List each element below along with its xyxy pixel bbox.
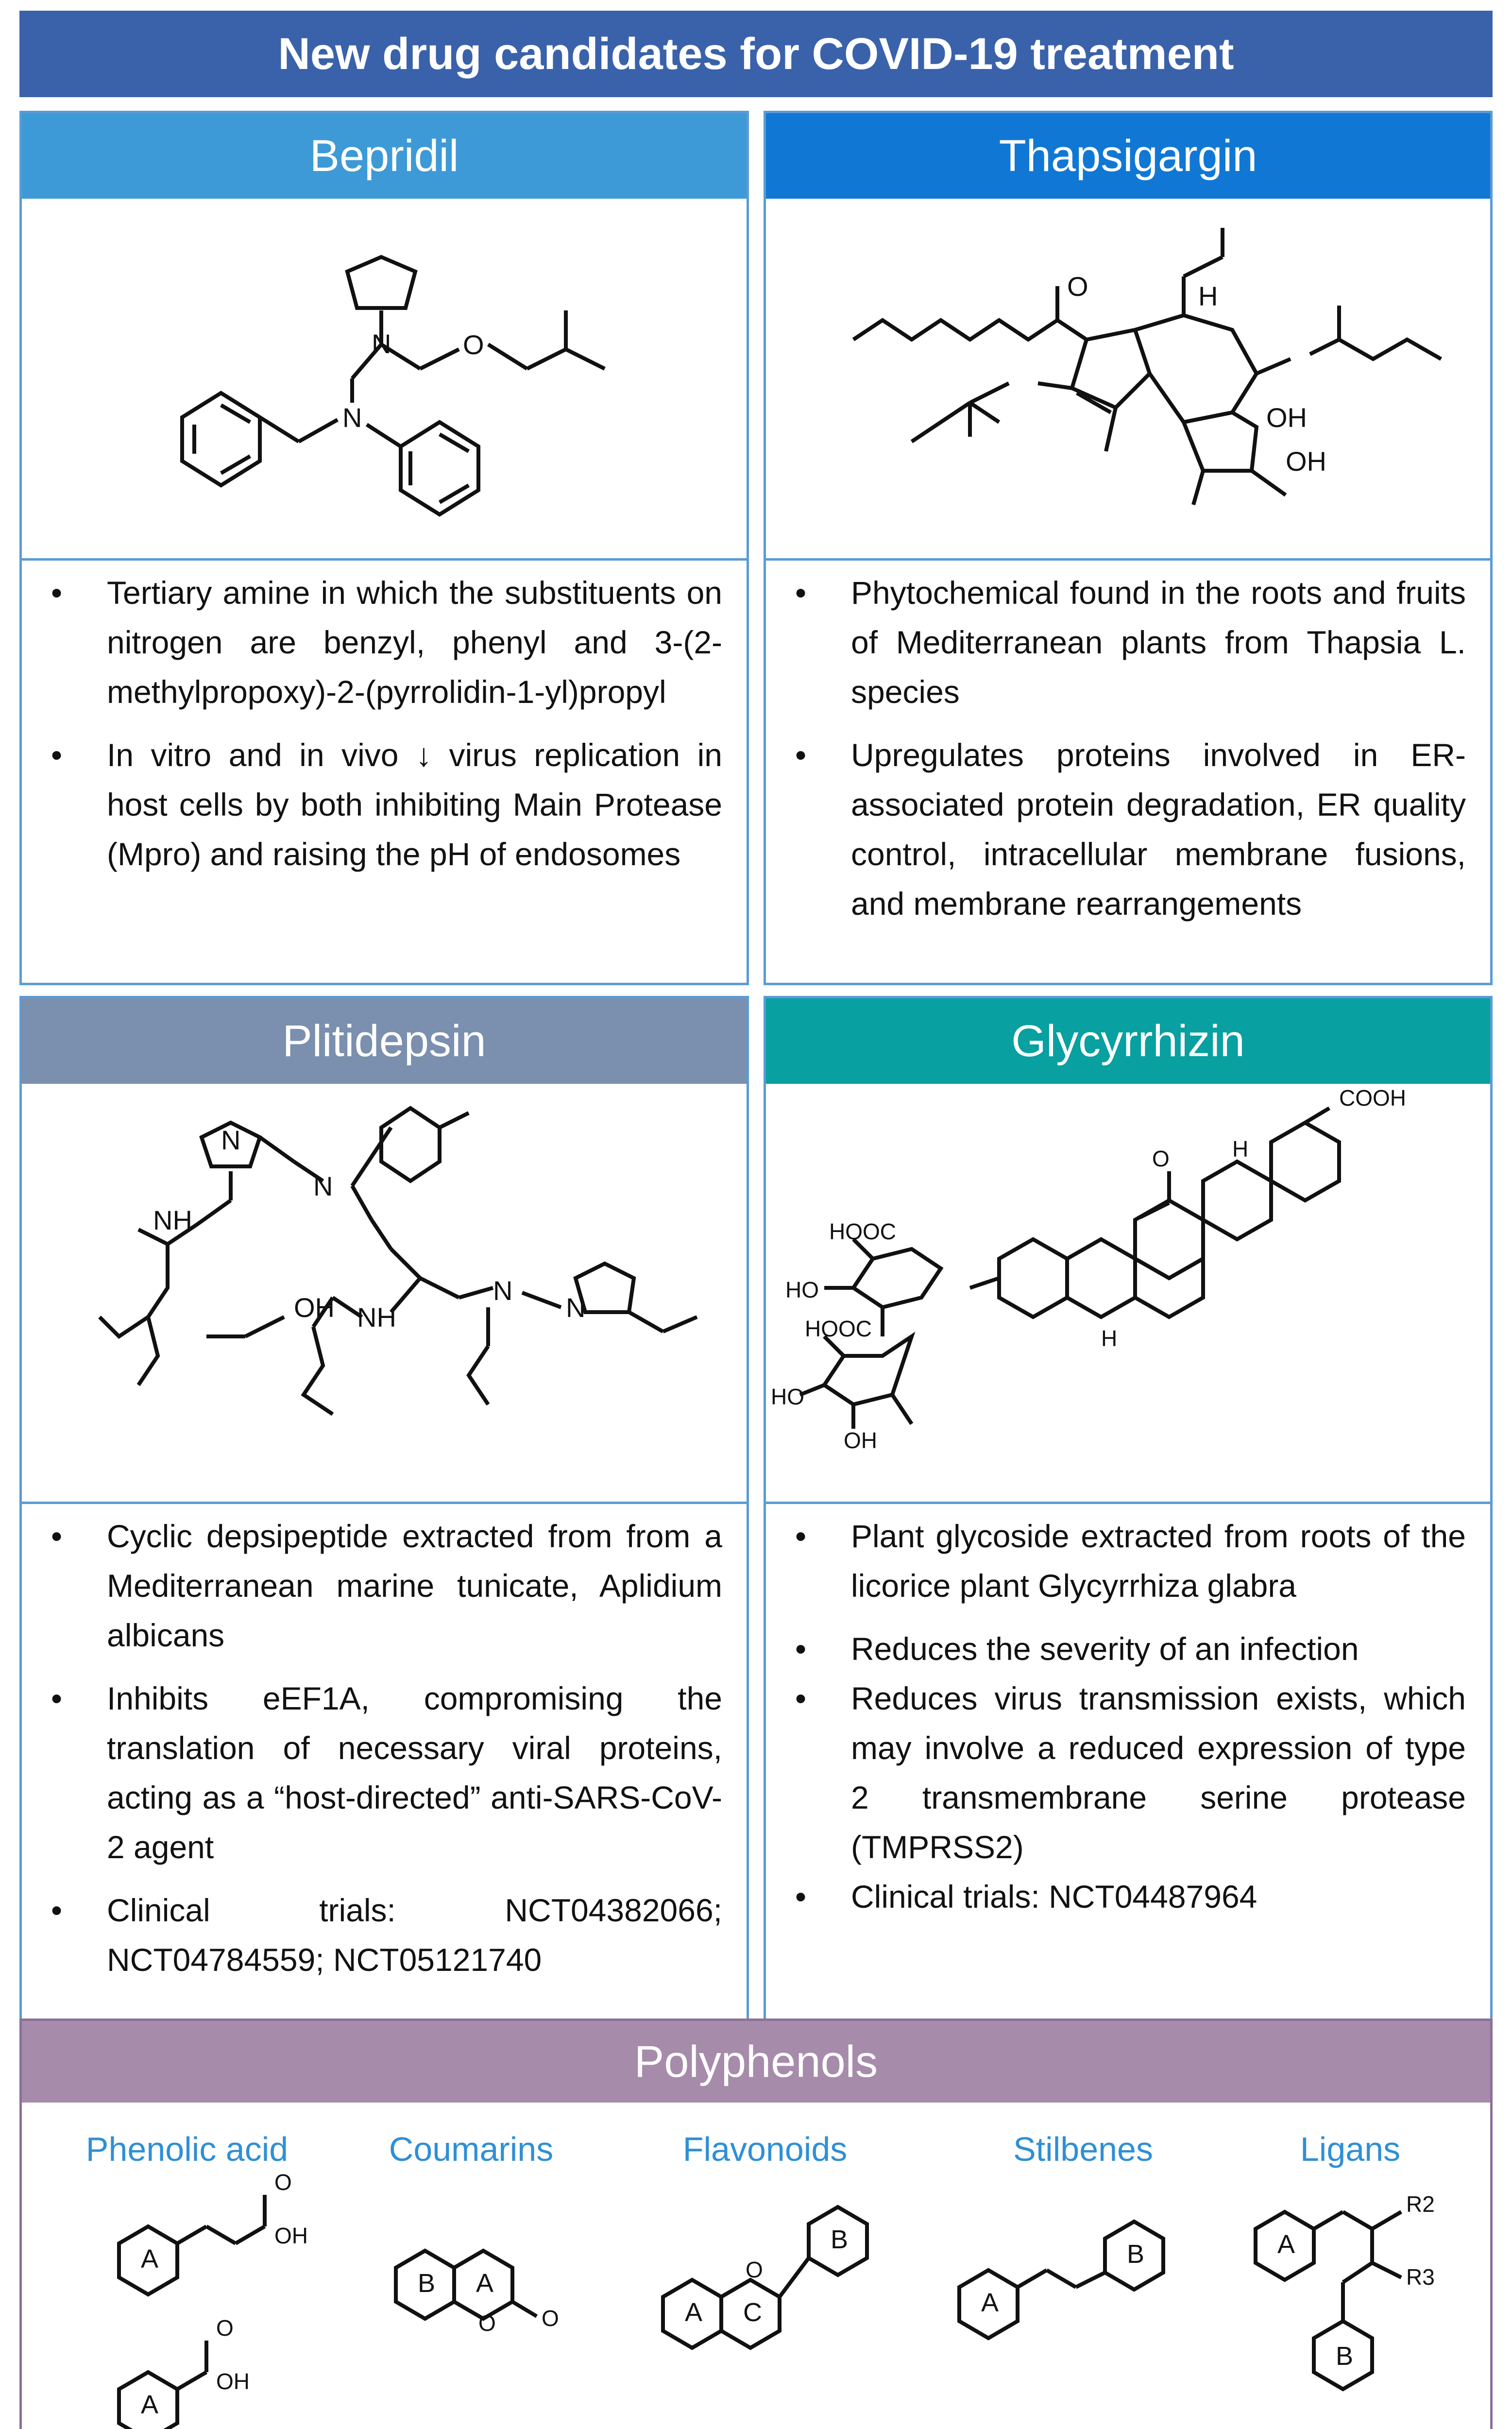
bullet: • Clinical trials: NCT04382066; NCT04784559; NCT05121740 [51,1885,722,1984]
bepridil-molecule-drawing [22,199,747,558]
thapsigargin-oh2-label: OH [1286,446,1326,477]
polyphenol-class-structures [22,2103,1490,2429]
class-label-stilbenes: Stilbenes [1013,2130,1153,2168]
glycyrrhizin-oh-label: OH [844,1428,877,1453]
glycyrrhizin-bullets [766,1502,1490,2018]
thapsigargin-o-label: O [1067,271,1088,302]
glycyrrhizin-structure [766,1084,1490,1504]
plitidepsin-n2-label: N [313,1171,333,1201]
class-label-phenolic-acid: Phenolic acid [85,2130,289,2168]
bullet: • Reduces the severity of an infection [795,1624,1466,1674]
bullet: • Phytochemical found in the roots and fruits of Mediterranean plants from Thapsia L. species [795,568,1466,717]
atom-o: O [274,2170,292,2195]
atom-r2: R2 [1406,2191,1435,2217]
class-label-ligans: Ligans [1300,2130,1401,2168]
atom-oh: OH [216,2369,250,2394]
bepridil-n2-label: N [342,402,362,433]
ring-label-b: B [831,2225,849,2254]
ring-label-a: A [685,2298,703,2327]
plitidepsin-oh-label: OH [294,1292,335,1323]
plitidepsin-n3-label: N [493,1275,513,1306]
polyphenols-header: Polyphenols [22,2021,1490,2103]
plitidepsin-molecule-drawing [22,1084,747,1502]
atom-o: O [478,2310,496,2336]
bepridil-bullets [22,558,747,983]
plitidepsin-nh-label: NH [153,1205,192,1235]
ring-label-b: B [418,2269,436,2298]
ring-label-a: A [141,2244,159,2274]
bullet: • Plant glycoside extracted from roots of the licorice plant Glycyrrhiza glabra [795,1511,1466,1610]
glycyrrhizin-cooh-label: COOH [1339,1085,1406,1111]
bullet: • Cyclic depsipeptide extracted from from a Mediterranean marine tunicate, Aplidium albicans [51,1511,722,1660]
thapsigargin-card [764,111,1493,985]
class-label-coumarins: Coumarins [389,2130,554,2168]
plitidepsin-n4-label: N [566,1292,586,1323]
glycyrrhizin-o-label: O [1152,1146,1170,1171]
ring-label-c: C [743,2298,762,2327]
figure-title: New drug candidates for COVID-19 treatment [19,11,1493,97]
glycyrrhizin-ho2-label: HO [771,1384,804,1409]
atom-r3: R3 [1406,2264,1435,2290]
plitidepsin-n-label: N [221,1125,241,1155]
bepridil-card [19,111,749,985]
polyphenols-card [19,2018,1493,2429]
glycyrrhizin-hooc1-label: HOOC [829,1219,896,1244]
atom-o: O [746,2257,763,2282]
bullet: • Reduces virus transmission exists, which may involve a reduced expression of type 2 transmembrane serine protease (TMPRSS2) [795,1674,1466,1872]
ring-label-a: A [476,2269,494,2298]
ring-label-b: B [1336,2342,1354,2371]
thapsigargin-structure [766,199,1490,561]
thapsigargin-bullets [766,558,1490,983]
thapsigargin-molecule-drawing [766,199,1490,558]
plitidepsin-structure [22,1084,747,1504]
bullet: • Clinical trials: NCT04487964 [795,1872,1466,1921]
glycyrrhizin-ho1-label: HO [785,1277,819,1302]
bullet: • Tertiary amine in which the substituents on nitrogen are benzyl, phenyl and 3-(2-methylpropoxy)-2-(pyrrolidin-1-yl)propyl [51,568,722,717]
thapsigargin-oh1-label: OH [1266,402,1307,433]
glycyrrhizin-h1-label: H [1232,1136,1249,1162]
bepridil-header: Bepridil [22,113,747,199]
bepridil-n1-label: N [372,328,391,359]
class-label-flavonoids: Flavonoids [682,2130,848,2168]
bullet: • Upregulates proteins involved in ER-associated protein degradation, ER quality control, intracellular membrane fusions, and membrane rearrangements [795,730,1466,928]
plitidepsin-header: Plitidepsin [22,998,747,1084]
ring-label-a: A [1277,2230,1295,2259]
plitidepsin-card [19,996,749,2021]
bepridil-structure [22,199,747,561]
glycyrrhizin-hooc2-label: HOOC [805,1316,872,1341]
thapsigargin-h-label: H [1198,281,1218,311]
glycyrrhizin-card [764,996,1493,2021]
glycyrrhizin-molecule-drawing [766,1084,1490,1502]
plitidepsin-bullets [22,1502,747,2018]
ring-label-b: B [1127,2240,1145,2269]
ring-label-a: A [981,2288,999,2317]
atom-oh: OH [274,2223,308,2248]
plitidepsin-nh2-label: NH [357,1302,396,1333]
polyphenol-classes [22,2103,1490,2429]
ring-label-a: A [141,2390,159,2419]
bullet: • In vitro and in vivo ↓ virus replication in host cells by both inhibiting Main Protease (Mpro) and raising the pH of endosomes [51,730,722,879]
bullet: • Inhibits eEF1A, compromising the translation of necessary viral proteins, acting as a “host-directed” anti-SARS-CoV-2 agent [51,1674,722,1872]
thapsigargin-header: Thapsigargin [766,113,1490,199]
glycyrrhizin-header: Glycyrrhizin [766,998,1490,1084]
atom-o: O [542,2306,559,2331]
glycyrrhizin-h2-label: H [1101,1326,1118,1351]
atom-o: O [216,2315,234,2341]
bepridil-o-label: O [463,329,484,360]
